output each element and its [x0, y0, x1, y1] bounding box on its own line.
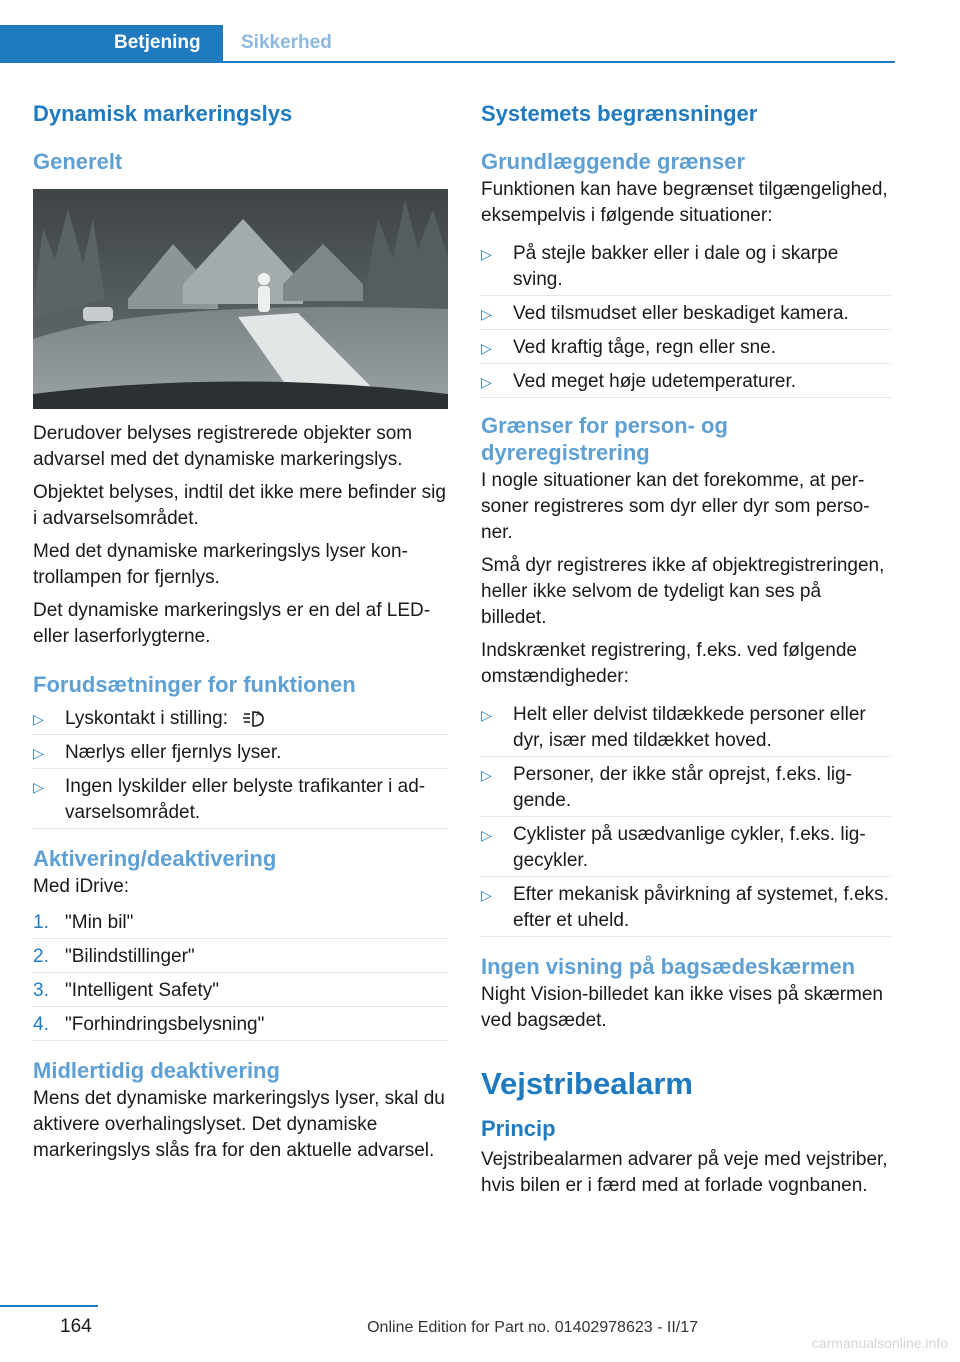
detection-limits-paragraph-3: Indskrænket registrering, f.eks. ved følgende omstændigheder:: [481, 640, 857, 687]
list-item: ▷ Cyklister på usædvanlige cykler, f.eks. liggecykler.: [481, 822, 891, 877]
general-paragraph-1: Derudover belyses registrerede objekter som advarsel med det dynamiske markeringslys.: [33, 423, 413, 470]
right-column: [481, 100, 891, 1206]
section-title-system-limits: Systemets begrænsninger: [481, 101, 758, 126]
auto-headlight-icon: [241, 708, 267, 730]
heading-principle: Princip: [481, 1116, 556, 1141]
list-item: ▷ På stejle bakker eller i dale og i skarpe sving.: [481, 241, 891, 296]
triangle-bullet-icon: ▷: [481, 246, 492, 262]
triangle-bullet-icon: ▷: [33, 745, 44, 761]
list-item: ▷ Ved tilsmudset eller beskadiget kamera.: [481, 301, 891, 330]
triangle-bullet-icon: ▷: [481, 707, 492, 723]
detection-limits-list: [481, 702, 891, 937]
page-number: 164: [60, 1316, 92, 1337]
heading-activation: Aktivering/deaktivering: [33, 846, 277, 871]
detection-limits-paragraph-1: I nogle situationer kan det forekomme, at personer registreres som dyr eller dyr som personer.: [481, 470, 870, 543]
left-column: [33, 100, 448, 1171]
activation-intro: Med iDrive:: [33, 876, 130, 897]
list-item: ▷ Ved kraftig tåge, regn eller sne.: [481, 335, 891, 364]
header-tabbar: [0, 25, 895, 63]
prerequisites-list: [33, 706, 448, 829]
basic-limits-list: [481, 241, 891, 398]
triangle-bullet-icon: ▷: [481, 827, 492, 843]
list-item: ▷ Ingen lyskilder eller belyste trafikanter i advarselsområdet.: [33, 774, 448, 829]
heading-detection-limits: Grænser for person- og dyreregistrering: [481, 413, 728, 465]
basic-limits-intro: Funktionen kan have begrænset tilgængelighed, eksempelvis i følgende situationer:: [481, 179, 888, 226]
general-paragraph-3: Med det dynamiske markeringslys lyser kontrollampen for fjernlys.: [33, 541, 408, 588]
list-item: 4. "Forhindringsbelysning": [33, 1012, 448, 1041]
list-item: 2. "Bilindstillinger": [33, 944, 448, 973]
triangle-bullet-icon: ▷: [481, 767, 492, 783]
watermark: carmanualsonline.info: [811, 1335, 948, 1351]
list-item: ▷ Efter mekanisk påvirkning af systemet, f.eks. efter et uheld.: [481, 882, 891, 937]
list-item: ▷ Helt eller delvist tildækkede personer eller dyr, især med tildækket hoved.: [481, 702, 891, 757]
list-item: ▷ Lyskontakt i stilling: A: [33, 706, 448, 735]
triangle-bullet-icon: ▷: [481, 340, 492, 356]
section-title-lane-departure-warning: Vejstribealarm: [481, 1066, 693, 1101]
triangle-bullet-icon: ▷: [33, 779, 44, 795]
night-vision-illustration: [33, 189, 448, 409]
list-item: 1. "Min bil": [33, 910, 448, 939]
detection-limits-paragraph-2: Små dyr registreres ikke af objektregistreringen, heller ikke selvom de tydeligt kan ses på billedet.: [481, 555, 885, 628]
list-item: ▷ Ved meget høje udetemperaturer.: [481, 369, 891, 398]
heading-rear-seat-display: Ingen visning på bagsædeskærmen: [481, 954, 856, 979]
triangle-bullet-icon: ▷: [481, 374, 492, 390]
list-item: ▷ Nærlys eller fjernlys lyser.: [33, 740, 448, 769]
rear-seat-display-text: Night Vision-billedet kan ikke vises på skærmen ved bagsædet.: [481, 984, 883, 1031]
triangle-bullet-icon: ▷: [481, 306, 492, 322]
svg-text:A: A: [256, 710, 261, 718]
general-paragraph-4: Det dynamiske markeringslys er en del af LED- eller laserforlygterne.: [33, 600, 431, 647]
heading-temporary-deactivation: Midlertidig deaktivering: [33, 1058, 280, 1083]
edition-note: Online Edition for Part no. 01402978623 - II/17: [367, 1319, 698, 1336]
principle-text: Vejstribealarmen advarer på veje med vejstriber, hvis bilen er i færd med at forlade vognbanen.: [481, 1149, 888, 1196]
footer-rule: [0, 1305, 98, 1307]
activation-steps: [33, 910, 448, 1041]
heading-general: Generelt: [33, 149, 123, 174]
heading-basic-limits: Grundlæggende grænser: [481, 149, 746, 174]
tab-betjening[interactable]: Betjening: [0, 25, 223, 61]
general-paragraph-2: Objektet belyses, indtil det ikke mere befinder sig i advarselsområdet.: [33, 482, 446, 529]
tab-sikkerhed[interactable]: Sikkerhed: [241, 32, 332, 53]
triangle-bullet-icon: ▷: [481, 887, 492, 903]
list-item: 3. "Intelligent Safety": [33, 978, 448, 1007]
section-title-dynamic-marking-light: Dynamisk markeringslys: [33, 101, 293, 126]
temporary-deactivation-text: Mens det dynamiske markeringslys lyser, skal du aktivere overhalingslyset. Det dynamiske markeringslys slås fra for den aktuelle advarsel.: [33, 1088, 445, 1161]
triangle-bullet-icon: ▷: [33, 711, 44, 727]
list-item: ▷ Personer, der ikke står oprejst, f.eks. liggende.: [481, 762, 891, 817]
heading-prerequisites: Forudsætninger for funktionen: [33, 672, 356, 697]
